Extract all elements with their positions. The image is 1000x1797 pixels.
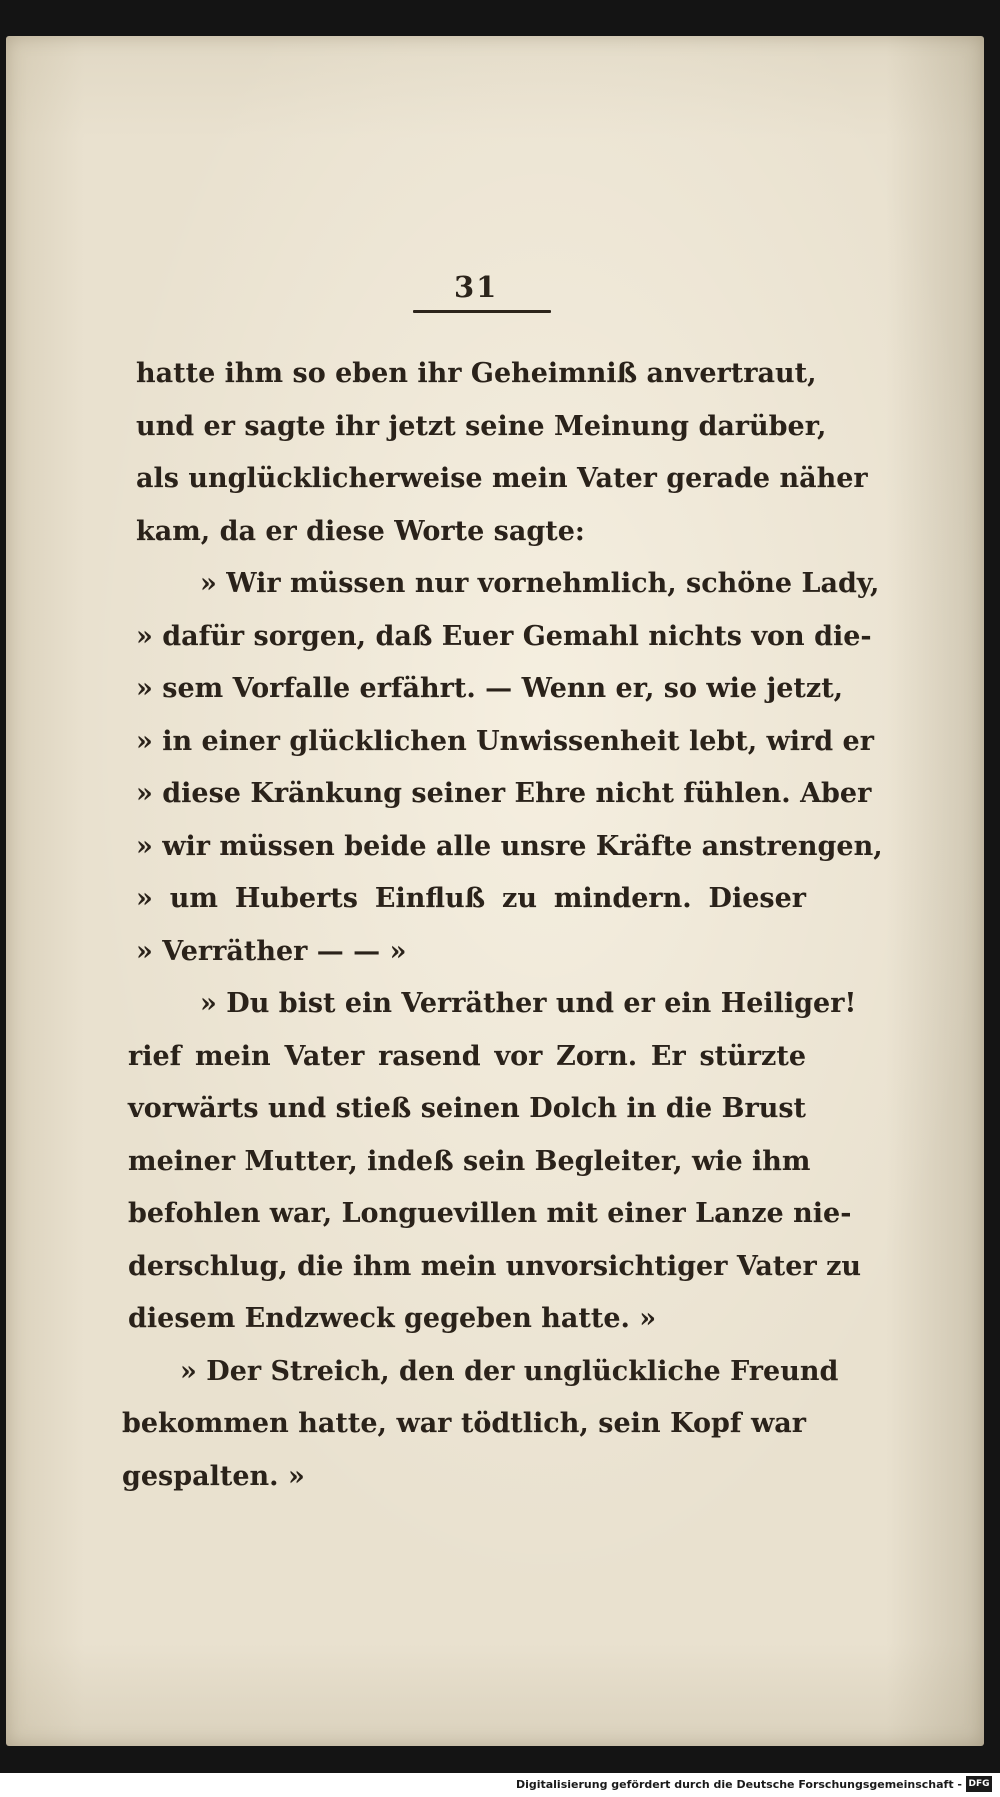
dfg-logo: DFG bbox=[966, 1776, 992, 1792]
funding-credit: Digitalisierung gefördert durch die Deutsche Forschungsgemeinschaft - bbox=[515, 1778, 962, 1791]
page-number-rule bbox=[413, 310, 551, 313]
text-line: meiner Mutter, indeß sein Begleiter, wie ihm bbox=[128, 1145, 811, 1177]
text-line: bekommen hatte, war tödtlich, sein Kopf war bbox=[122, 1408, 806, 1439]
text-line: hatte ihm so eben ihr Geheimniß anvertraut, bbox=[136, 358, 817, 389]
text-line: gespalten. » bbox=[122, 1460, 305, 1492]
text-line: » sem Vorfalle erfährt. — Wenn er, so wie jetzt, bbox=[136, 673, 844, 704]
text-line: und er sagte ihr jetzt seine Meinung darüber, bbox=[136, 410, 827, 442]
text-line: » Der Streich, den der unglückliche Freund bbox=[180, 1355, 839, 1387]
text-line: » Wir müssen nur vornehmlich, schöne Lady, bbox=[200, 568, 880, 599]
text-line: » um Huberts Einfluß zu mindern. Dieser bbox=[136, 883, 806, 914]
text-line: » diese Kränkung seiner Ehre nicht fühlen. Aber bbox=[136, 778, 872, 809]
text-line: derschlug, die ihm mein unvorsichtiger Vater zu bbox=[128, 1250, 862, 1282]
text-line: diesem Endzweck gegeben hatte. » bbox=[128, 1303, 657, 1334]
page-number: 31 bbox=[454, 270, 499, 304]
text-line: rief mein Vater rasend vor Zorn. Er stürzte bbox=[128, 1040, 806, 1072]
text-line: » Verräther — — » bbox=[136, 935, 407, 967]
book-page bbox=[6, 36, 984, 1746]
text-line: » in einer glücklichen Unwissenheit lebt, wird er bbox=[136, 725, 874, 757]
text-line: als unglücklicherweise mein Vater gerade näher bbox=[136, 463, 868, 494]
text-line: » dafür sorgen, daß Euer Gemahl nichts von die- bbox=[136, 620, 872, 652]
text-line: vorwärts und stieß seinen Dolch in die Brust bbox=[128, 1093, 806, 1124]
body-text bbox=[122, 348, 883, 1503]
text-line: befohlen war, Longuevillen mit einer Lanze nie- bbox=[128, 1198, 852, 1229]
text-line: » wir müssen beide alle unsre Kräfte anstrengen, bbox=[136, 830, 883, 862]
text-line: » Du bist ein Verräther und er ein Heiliger! bbox=[200, 988, 857, 1019]
text-line: kam, da er diese Worte sagte: bbox=[136, 515, 585, 547]
